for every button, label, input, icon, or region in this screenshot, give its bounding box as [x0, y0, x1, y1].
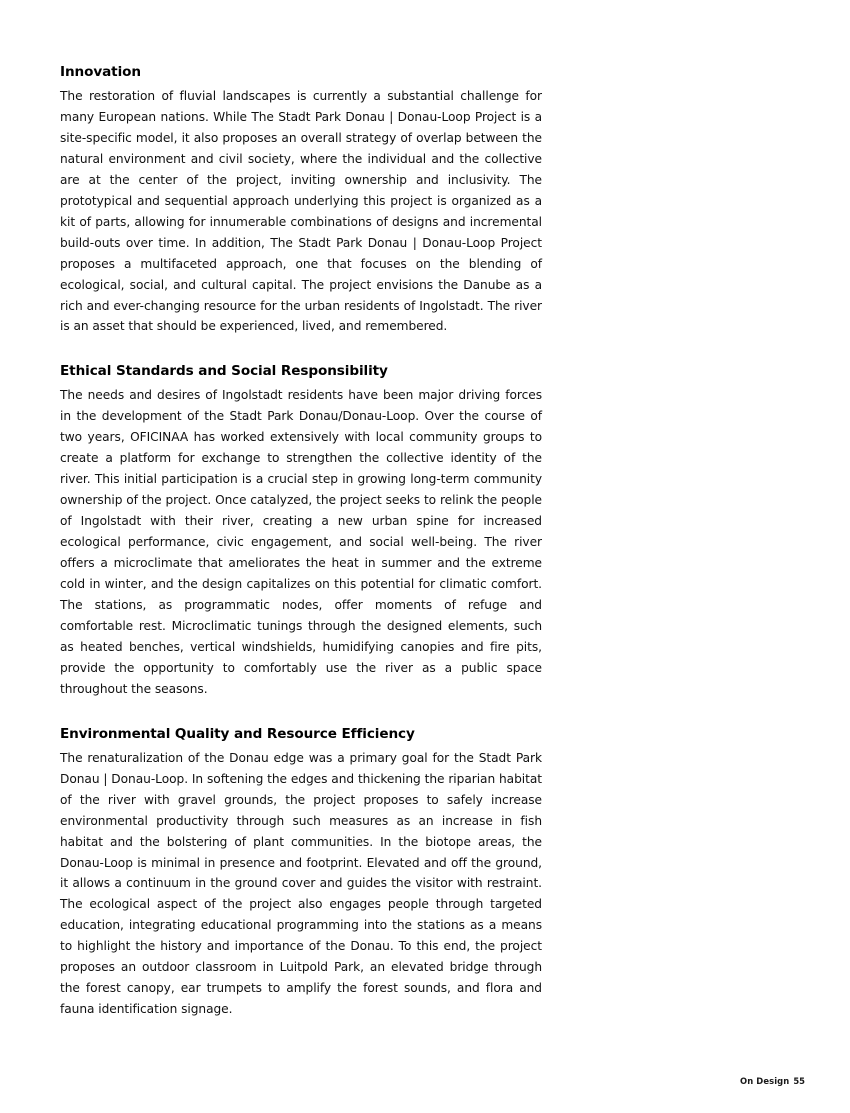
- footer-label: On Design: [740, 1076, 790, 1086]
- section-body-paragraph: The restoration of fluvial landscapes is currently a substantial challenge for many European nations. While The Stadt Park Donau | Donau-Loop Project is a site-specific model, it also proposes an overall strategy of overlap between the natural environment and civil society, where the individual and the collective are at the center of the project, inviting ownership and inclusivity. The prototypical and sequential approach underlying this project is organized as a kit of parts, allowing for innumerable combinations of designs and incremental build-outs over time. In addition, The Stadt Park Donau | Donau-Loop Project proposes a multifaceted approach, one that focuses on the blending of ecological, social, and cultural capital. The project envisions the Danube as a rich and ever-changing resource for the urban residents of Ingolstadt. The river is an asset that should be experienced, lived, and remembered.: [60, 89, 542, 334]
- page-footer: [740, 1069, 805, 1088]
- footer-page-number: 55: [793, 1076, 805, 1086]
- text-column: [60, 62, 542, 1020]
- section-heading: Innovation: [60, 64, 141, 80]
- section-heading: Environmental Quality and Resource Efficiency: [60, 725, 415, 742]
- section-innovation: [60, 62, 542, 337]
- section-body-paragraph: The needs and desires of Ingolstadt residents have been major driving forces in the development of the Stadt Park Donau/Donau-Loop. Over the course of two years, OFICINAA has worked extensively with local community groups to create a platform for exchange to strengthen the collective identity of the river. This initial participation is a crucial step in growing long-term community ownership of the project. Once catalyzed, the project seeks to relink the people of Ingolstadt with their river, creating a new urban spine for increased ecological performance, civic engagement, and social well-being. The river offers a microclimate that ameliorates the heat in summer and the extreme cold in winter, and the design capitalizes on this potential for climatic comfort. The stations, as programmatic nodes, offer moments of refuge and comfortable rest. Microclimatic tunings through the designed elements, such as heated benches, vertical windshields, humidifying canopies and fire pits, provide the opportunity to comfortably use the river as a public space throughout the seasons.: [60, 388, 542, 696]
- section-heading: Ethical Standards and Social Responsibility: [60, 363, 388, 380]
- section-body-paragraph: The renaturalization of the Donau edge was a primary goal for the Stadt Park Donau | Donau-Loop. In softening the edges and thickening the riparian habitat of the river with gravel grounds, the project proposes to safely increase environmental productivity through such measures as an increase in fish habitat and the bolstering of plant communities. In the biotope areas, the Donau-Loop is minimal in presence and footprint. Elevated and off the ground, it allows a continuum in the ground cover and guides the visitor with restraint. The ecological aspect of the project also engages people through targeted education, integrating educational programming into the stations as a means to highlight the history and importance of the Donau. To this end, the project proposes an outdoor classroom in Luitpold Park, an elevated bridge through the forest canopy, ear trumpets to amplify the forest sounds, and flora and fauna identification signage.: [60, 750, 542, 1017]
- section-ethical-standards-and-social-responsibility: [60, 361, 542, 699]
- section-environmental-quality-and-resource-efficiency: [60, 724, 542, 1020]
